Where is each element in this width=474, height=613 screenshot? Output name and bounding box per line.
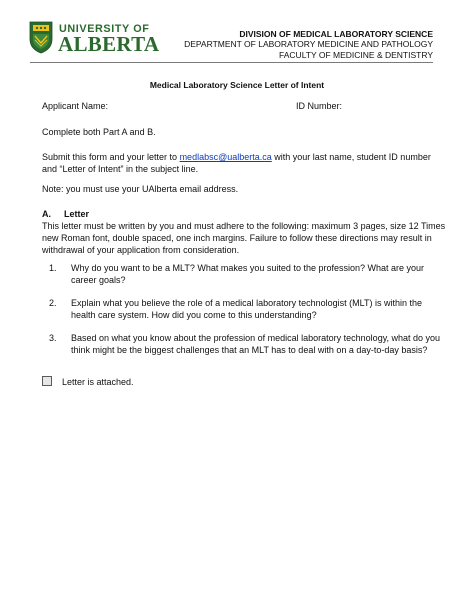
shield-crest-icon xyxy=(29,21,53,54)
question-text: Based on what you know about the profession of medical laboratory technology, what do you think might be the biggest challenges that an MLT has to deal with on a day-to-day basis? xyxy=(71,333,441,355)
letter-attached-label: Letter is attached. xyxy=(62,377,134,387)
letter-attached-checkbox[interactable] xyxy=(42,376,52,386)
question-text: Why do you want to be a MLT? What makes you suited to the profession? What are your career goals? xyxy=(71,263,425,285)
header-divider xyxy=(30,62,433,63)
logo-university-of: UNIVERSITY OF xyxy=(59,23,150,35)
submit-instruction xyxy=(42,151,442,175)
applicant-name-label: Applicant Name: xyxy=(42,101,109,111)
email-link[interactable]: medlabsc@ualberta.ca xyxy=(179,152,272,162)
email-note: Note: you must use your UAlberta email address. xyxy=(42,184,239,194)
question-item xyxy=(49,262,441,286)
document-title: Medical Laboratory Science Letter of Intent xyxy=(149,80,325,90)
logo-alberta: ALBERTA xyxy=(58,32,160,56)
department-title: DEPARTMENT OF LABORATORY MEDICINE AND PATHOLOGY xyxy=(184,39,433,50)
question-number: 3. xyxy=(49,333,57,343)
id-number-label: ID Number: xyxy=(296,101,343,111)
question-item xyxy=(49,332,441,356)
question-number: 1. xyxy=(49,263,57,273)
question-number: 2. xyxy=(49,298,57,308)
question-text: Explain what you believe the role of a medical laboratory technologist (MLT) is within the health care system. How did you come to this understanding? xyxy=(71,298,423,320)
faculty-title: FACULTY OF MEDICINE & DENTISTRY xyxy=(279,49,433,60)
section-a-number: A. xyxy=(42,209,51,219)
section-a-heading xyxy=(42,208,89,220)
section-a-intro: This letter must be written by you and must adhere to the following: maximum 3 pages, size 12 Times new Roman font, double spaced, one inch margins. Failure to follow these directions may result in withdrawal of your application from consideration. xyxy=(42,221,446,255)
section-a-title: Letter xyxy=(64,209,90,219)
complete-instruction: Complete both Part A and B. xyxy=(42,127,156,137)
submit-text-before: Submit this form and your letter to xyxy=(42,152,180,162)
division-title: DIVISION OF MEDICAL LABORATORY SCIENCE xyxy=(239,29,433,39)
university-logo xyxy=(29,21,159,57)
question-item xyxy=(49,297,441,321)
submit-text-after: with your last name, student ID number and “Letter of Intent” in the subject line. xyxy=(42,152,431,174)
header-affiliation xyxy=(184,29,433,60)
